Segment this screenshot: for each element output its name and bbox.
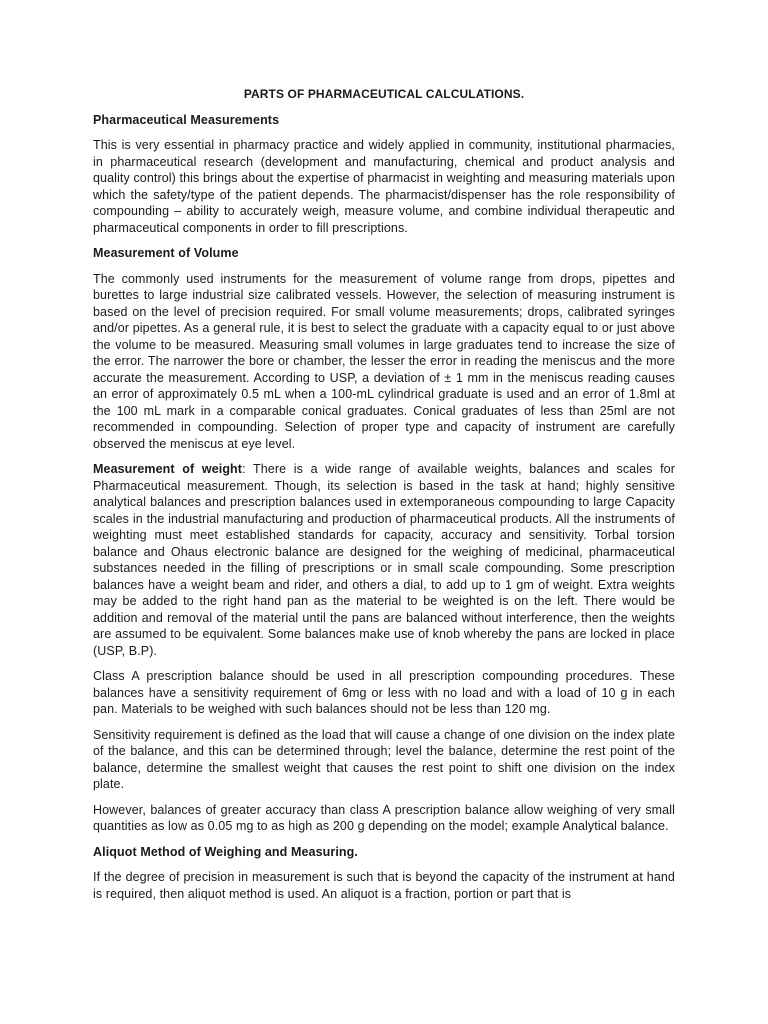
paragraph-class-a-balance: Class A prescription balance should be used in all prescription compounding procedures. These balances have a sensitivity requirement of 6mg or less with no load and with a load of 10 g in each pan. Materials to be weighed with such balances should not be less than 120 mg. — [93, 669, 675, 716]
paragraph-measurement-of-volume: The commonly used instruments for the measurement of volume range from drops, pipettes and burettes to large industrial size calibrated vessels. However, the selection of measuring instrument is based on the level of precision required. For small volume measurements; drops, calibrated syringes and/or pipettes. As a general rule, it is best to select the graduate with a capacity equal to or just above the volume to be measured. Measuring small volumes in large graduates tend to increase the size of the error. The narrower the bore or chamber, the lesser the error in reading the meniscus and the more accurate the measurement. According to USP, a deviation of ± 1 mm in the meniscus reading causes an error of approximately 0.5 mL when a 100-mL cylindrical graduate is used and an error of 1.8ml at the 100 mL mark in a comparable conical graduates. Conical graduates of less than 25ml are not recommended in compounding. Selection of proper type and capacity of instrument are carefully observed the meniscus at eye level. — [93, 271, 675, 451]
paragraph-aliquot-method: If the degree of precision in measurement is such that is beyond the capacity of the instrument at hand is required, then aliquot method is used. An aliquot is a fraction, portion or part that is — [93, 870, 675, 901]
inline-heading-measurement-of-weight: Measurement of weight — [93, 462, 243, 476]
paragraph-measurement-of-weight — [93, 461, 675, 659]
paragraph-greater-accuracy: However, balances of greater accuracy than class A prescription balance allow weighing of very small quantities as low as 0.05 mg to as high as 200 g depending on the model; example Analytical balance. — [93, 802, 675, 833]
document-title: PARTS OF PHARMACEUTICAL CALCULATIONS. — [243, 87, 525, 101]
heading-pharmaceutical-measurements: Pharmaceutical Measurements — [93, 112, 280, 127]
paragraph-pharmaceutical-measurements: This is very essential in pharmacy practice and widely applied in community, institutional pharmacies, in pharmaceutical research (development and manufacturing, chemical and product analysis and quality control) this brings about the expertise of pharmacist in weighting and measuring materials upon which the safety/type of the patient depends. The pharmacist/dispenser has the role responsibility of compounding – ability to accurately weigh, measure volume, and combine individual therapeutic and pharmaceutical components in order to fill prescriptions. — [93, 138, 675, 235]
heading-aliquot-method: Aliquot Method of Weighing and Measuring. — [93, 844, 358, 859]
paragraph-sensitivity-requirement: Sensitivity requirement is defined as the load that will cause a change of one division on the index plate of the balance, and this can be determined through; level the balance, determine the rest point of the balance, determine the smallest weight that causes the rest point to shift one division on the index plate. — [93, 727, 675, 791]
heading-measurement-of-volume: Measurement of Volume — [93, 246, 239, 260]
paragraph-measurement-of-weight-text: : There is a wide range of available weights, balances and scales for Pharmaceutical measurement. Though, its selection is based in the task at hand; highly sensitive analytical balances and prescription balances used in extemporaneous compounding to large Capacity scales in the industrial manufacturing and production of pharmaceutical products. All the instruments of weighting must meet established standards for capacity, accuracy and sensitivity. Torbal torsion balance and Ohaus electronic balance are designed for the weighing of medicinal, pharmaceutical substances needed in the filling of prescriptions or in small scale compounding. Some prescription balances have a weight beam and rider, and others a dial, to add up to 1 gm of weight. Extra weights may be added to the right hand pan as the material to be weighted is on the left. There would be addition and removal of the material until the pans are balanced without interference, then the weights are assumed to be equivalent. Some balances make use of knob whereby the pans are locked in place (USP, B.P). — [93, 462, 675, 658]
